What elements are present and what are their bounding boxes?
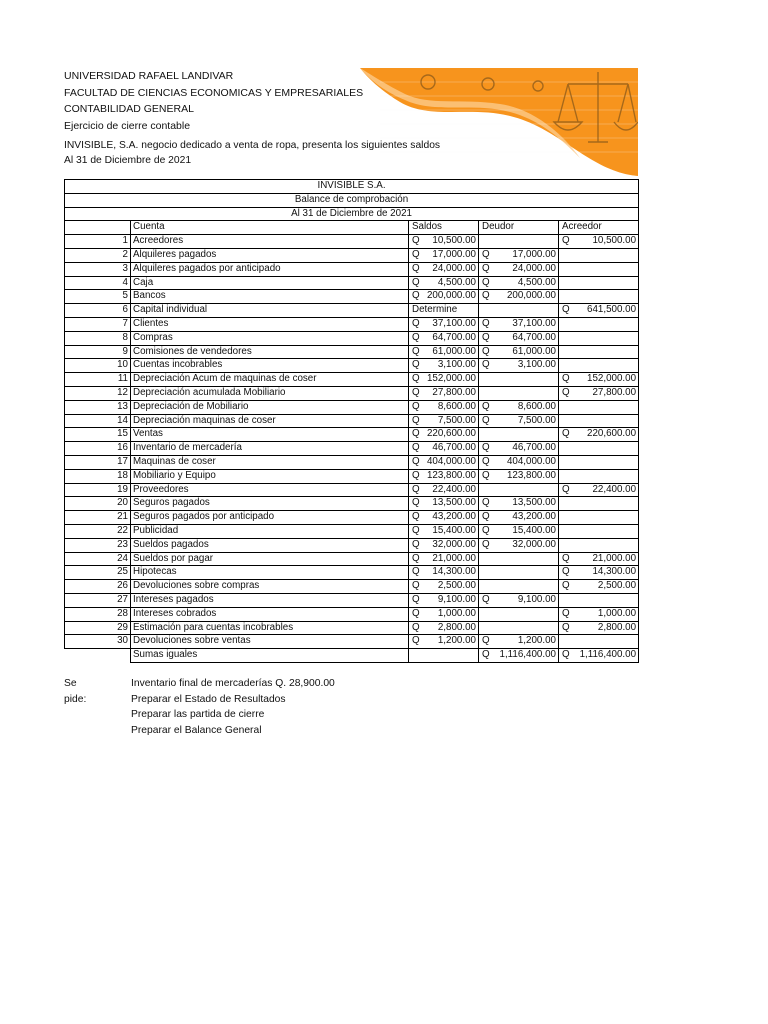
saldo-amount: 13,500.00 [423,497,479,511]
saldo-currency: Q [409,607,423,621]
account-name: Acreedores [131,235,409,249]
deudor-amount: 17,000.00 [493,248,559,262]
table-row [65,428,639,442]
row-number: 29 [65,621,131,635]
saldo-currency: Q [409,262,423,276]
acreedor-amount [573,635,639,649]
deudor-currency [479,607,493,621]
acreedor-amount: 220,600.00 [573,428,639,442]
row-number: 3 [65,262,131,276]
account-name: Sueldos pagados [131,538,409,552]
saldo-currency: Q [409,566,423,580]
saldo-amount: 123,800.00 [423,469,479,483]
acreedor-currency [559,317,573,331]
acreedor-currency [559,511,573,525]
acreedor-amount [573,359,639,373]
totals-row [65,649,639,663]
table-row [65,317,639,331]
acreedor-currency [559,442,573,456]
deudor-amount: 13,500.00 [493,497,559,511]
saldo-amount: 1,000.00 [423,607,479,621]
saldo-amount: 4,500.00 [423,276,479,290]
deudor-amount [493,373,559,387]
totals-deudor-currency: Q [479,649,493,663]
account-name: Clientes [131,317,409,331]
deudor-currency: Q [479,469,493,483]
table-title-date: Al 31 de Diciembre de 2021 [65,207,639,221]
acreedor-amount [573,248,639,262]
saldo-amount: 2,500.00 [423,580,479,594]
saldo-amount: 152,000.00 [423,373,479,387]
deudor-currency: Q [479,455,493,469]
acreedor-amount [573,345,639,359]
saldo-currency: Q [409,580,423,594]
totals-acreedor-currency: Q [559,649,573,663]
saldo-amount: 10,500.00 [423,235,479,249]
acreedor-currency [559,455,573,469]
saldo-currency: Q [409,635,423,649]
account-name: Capital individual [131,304,409,318]
saldo-currency: Q [409,593,423,607]
account-name: Hipotecas [131,566,409,580]
row-number: 22 [65,524,131,538]
acreedor-amount: 14,300.00 [573,566,639,580]
acreedor-amount [573,442,639,456]
saldo-amount: 1,200.00 [423,635,479,649]
account-name: Alquileres pagados [131,248,409,262]
saldo-amount: 15,400.00 [423,524,479,538]
account-name: Devoluciones sobre ventas [131,635,409,649]
deudor-currency: Q [479,593,493,607]
acreedor-amount [573,497,639,511]
table-row [65,262,639,276]
table-title-company: INVISIBLE S.A. [65,180,639,194]
se-pide-item: Preparar el Balance General [131,724,262,736]
se-pide-item: Preparar las partida de cierre [131,709,265,720]
deudor-currency [479,304,493,318]
table-header-row [65,221,639,235]
row-number: 14 [65,414,131,428]
table-row [65,442,639,456]
deudor-amount [493,621,559,635]
account-name: Caja [131,276,409,290]
acreedor-amount: 2,800.00 [573,621,639,635]
deudor-amount: 4,500.00 [493,276,559,290]
deudor-currency [479,621,493,635]
acreedor-amount: 2,500.00 [573,580,639,594]
balance-table [64,179,639,663]
deudor-currency [479,235,493,249]
deudor-amount: 61,000.00 [493,345,559,359]
row-number: 13 [65,400,131,414]
column-header-acreedor: Acreedor [559,221,639,235]
table-row [65,235,639,249]
acreedor-currency [559,345,573,359]
account-name: Depreciación maquinas de coser [131,414,409,428]
row-number: 8 [65,331,131,345]
table-row [65,511,639,525]
table-row [65,359,639,373]
acreedor-currency [559,497,573,511]
deudor-amount: 37,100.00 [493,317,559,331]
deudor-amount: 32,000.00 [493,538,559,552]
column-header-saldos: Saldos [409,221,479,235]
acreedor-currency [559,290,573,304]
deudor-currency: Q [479,524,493,538]
acreedor-currency: Q [559,235,573,249]
acreedor-amount [573,317,639,331]
account-name: Intereses pagados [131,593,409,607]
saldo-amount: 61,000.00 [423,345,479,359]
row-number: 16 [65,442,131,456]
saldo-currency: Q [409,276,423,290]
saldo-currency: Q [409,373,423,387]
acreedor-amount: 22,400.00 [573,483,639,497]
account-name: Comisiones de vendedores [131,345,409,359]
deudor-amount: 7,500.00 [493,414,559,428]
document-header [64,68,363,134]
table-row [65,331,639,345]
table-row [65,483,639,497]
deudor-currency: Q [479,345,493,359]
saldo-currency: Q [409,511,423,525]
deudor-currency [479,552,493,566]
deudor-amount: 15,400.00 [493,524,559,538]
saldo-amount: 17,000.00 [423,248,479,262]
se-pide-item: Inventario final de mercaderías Q. 28,900.00 [131,678,335,689]
se-pide-label: Se pide: [64,678,87,705]
row-number: 5 [65,290,131,304]
saldo-currency: Q [409,400,423,414]
deudor-currency: Q [479,262,493,276]
saldo-currency: Q [409,524,423,538]
row-number: 17 [65,455,131,469]
table-row [65,345,639,359]
deudor-currency: Q [479,359,493,373]
table-row [65,400,639,414]
column-header-cuenta: Cuenta [131,221,409,235]
saldo-amount: 404,000.00 [423,455,479,469]
table-row [65,304,639,318]
table-row [65,635,639,649]
table-row [65,524,639,538]
acreedor-amount [573,276,639,290]
saldo-amount: 2,800.00 [423,621,479,635]
row-number: 15 [65,428,131,442]
row-number: 4 [65,276,131,290]
saldo-currency: Q [409,317,423,331]
totals-acreedor-amount: 1,116,400.00 [573,649,639,663]
deudor-currency: Q [479,331,493,345]
row-number: 23 [65,538,131,552]
course-name: CONTABILIDAD GENERAL [64,103,194,115]
saldo-currency: Q [409,552,423,566]
account-name: Sueldos por pagar [131,552,409,566]
deudor-amount: 46,700.00 [493,442,559,456]
row-number: 25 [65,566,131,580]
acreedor-amount: 10,500.00 [573,235,639,249]
saldo-currency: Q [409,497,423,511]
acreedor-currency [559,538,573,552]
saldo-amount: 220,600.00 [423,428,479,442]
acreedor-currency: Q [559,483,573,497]
intro-text [64,138,440,168]
saldo-amount: 14,300.00 [423,566,479,580]
row-number: 27 [65,593,131,607]
deudor-currency: Q [479,276,493,290]
row-number: 12 [65,386,131,400]
row-number: 2 [65,248,131,262]
acreedor-currency: Q [559,621,573,635]
account-name: Seguros pagados por anticipado [131,511,409,525]
acreedor-currency: Q [559,386,573,400]
account-name: Depreciación de Mobiliario [131,400,409,414]
deudor-currency: Q [479,538,493,552]
row-number: 26 [65,580,131,594]
intro-date: Al 31 de Diciembre de 2021 [64,155,192,166]
saldo-amount: 200,000.00 [423,290,479,304]
deudor-amount: 8,600.00 [493,400,559,414]
acreedor-amount: 641,500.00 [573,304,639,318]
account-name: Publicidad [131,524,409,538]
deudor-currency: Q [479,290,493,304]
column-header-deudor: Deudor [479,221,559,235]
saldo-amount: 21,000.00 [423,552,479,566]
saldo-amount: 27,800.00 [423,386,479,400]
acreedor-amount [573,400,639,414]
saldo-currency: Q [409,442,423,456]
account-name: Seguros pagados [131,497,409,511]
table-row [65,497,639,511]
table-row [65,593,639,607]
saldo-currency: Q [409,235,423,249]
saldo-amount: 37,100.00 [423,317,479,331]
acreedor-currency [559,400,573,414]
deudor-currency: Q [479,497,493,511]
row-number: 10 [65,359,131,373]
deudor-currency: Q [479,414,493,428]
deudor-amount [493,607,559,621]
deudor-currency [479,386,493,400]
table-row [65,580,639,594]
table-title-report: Balance de comprobación [65,193,639,207]
row-number: 9 [65,345,131,359]
saldo-currency: Q [409,414,423,428]
totals-label: Sumas iguales [131,649,409,663]
deudor-amount [493,566,559,580]
acreedor-currency [559,276,573,290]
acreedor-amount [573,511,639,525]
deudor-amount: 64,700.00 [493,331,559,345]
acreedor-amount [573,331,639,345]
acreedor-currency [559,248,573,262]
account-name: Devoluciones sobre compras [131,580,409,594]
acreedor-currency [559,262,573,276]
university-name: UNIVERSIDAD RAFAEL LANDIVAR [64,70,234,82]
saldo-currency: Q [409,290,423,304]
deudor-amount: 123,800.00 [493,469,559,483]
table-row [65,621,639,635]
deudor-amount [493,428,559,442]
totals-saldo-empty [409,649,479,663]
acreedor-currency [559,635,573,649]
row-number: 18 [65,469,131,483]
row-number: 19 [65,483,131,497]
acreedor-currency: Q [559,566,573,580]
totals-deudor-amount: 1,116,400.00 [493,649,559,663]
table-row [65,373,639,387]
acreedor-currency [559,331,573,345]
acreedor-currency: Q [559,428,573,442]
saldo-currency: Q [409,248,423,262]
acreedor-amount [573,469,639,483]
deudor-amount: 43,200.00 [493,511,559,525]
account-name: Depreciación Acum de maquinas de coser [131,373,409,387]
table-row [65,290,639,304]
acreedor-currency: Q [559,304,573,318]
acreedor-currency: Q [559,607,573,621]
acreedor-amount: 21,000.00 [573,552,639,566]
acreedor-amount: 152,000.00 [573,373,639,387]
saldo-amount: 7,500.00 [423,414,479,428]
deudor-currency: Q [479,317,493,331]
acreedor-currency [559,524,573,538]
account-name: Inventario de mercadería [131,442,409,456]
deudor-currency [479,483,493,497]
account-name: Mobiliario y Equipo [131,469,409,483]
table-row [65,248,639,262]
acreedor-amount [573,414,639,428]
deudor-currency: Q [479,248,493,262]
intro-line: INVISIBLE, S.A. negocio dedicado a venta de ropa, presenta los siguientes saldos [64,140,441,151]
row-number: 24 [65,552,131,566]
deudor-amount: 9,100.00 [493,593,559,607]
saldo-currency: Q [409,345,423,359]
account-name: Estimación para cuentas incobrables [131,621,409,635]
acreedor-amount [573,524,639,538]
table-row [65,469,639,483]
acreedor-currency: Q [559,580,573,594]
deudor-amount [493,580,559,594]
account-name: Depreciación acumulada Mobiliario [131,386,409,400]
row-number: 7 [65,317,131,331]
acreedor-amount: 27,800.00 [573,386,639,400]
saldo-amount: 9,100.00 [423,593,479,607]
deudor-currency: Q [479,400,493,414]
saldo-amount: 8,600.00 [423,400,479,414]
acreedor-amount [573,538,639,552]
deudor-amount: 200,000.00 [493,290,559,304]
deudor-currency [479,428,493,442]
row-number: 21 [65,511,131,525]
deudor-amount [493,386,559,400]
deudor-amount: 24,000.00 [493,262,559,276]
deudor-currency [479,566,493,580]
deudor-currency [479,580,493,594]
deudor-amount [493,552,559,566]
account-name: Bancos [131,290,409,304]
deudor-amount: 1,200.00 [493,635,559,649]
deudor-currency: Q [479,511,493,525]
table-row [65,566,639,580]
saldo-note: Determine [409,304,479,318]
saldo-currency: Q [409,331,423,345]
acreedor-currency [559,593,573,607]
row-number: 30 [65,635,131,649]
deudor-amount: 404,000.00 [493,455,559,469]
table-row [65,386,639,400]
account-name: Cuentas incobrables [131,359,409,373]
table-row [65,538,639,552]
table-row [65,455,639,469]
acreedor-currency [559,469,573,483]
table-row [65,607,639,621]
acreedor-amount [573,593,639,607]
row-number: 28 [65,607,131,621]
acreedor-amount [573,262,639,276]
saldo-currency: Q [409,538,423,552]
acreedor-amount [573,455,639,469]
acreedor-currency [559,414,573,428]
table-row [65,414,639,428]
totals-spacer [65,649,131,663]
saldo-currency: Q [409,483,423,497]
row-number: 20 [65,497,131,511]
acreedor-amount: 1,000.00 [573,607,639,621]
account-name: Ventas [131,428,409,442]
saldo-currency: Q [409,455,423,469]
saldo-currency: Q [409,386,423,400]
account-name: Maquinas de coser [131,455,409,469]
faculty-name: FACULTAD DE CIENCIAS ECONOMICAS Y EMPRESARIALES [64,86,364,99]
deudor-amount [493,483,559,497]
deudor-currency: Q [479,635,493,649]
account-name: Compras [131,331,409,345]
acreedor-currency [559,359,573,373]
row-number: 11 [65,373,131,387]
deudor-currency: Q [479,442,493,456]
acreedor-amount [573,290,639,304]
account-name: Proveedores [131,483,409,497]
saldo-currency: Q [409,621,423,635]
table-row [65,276,639,290]
deudor-amount: 3,100.00 [493,359,559,373]
row-number: 6 [65,304,131,318]
saldo-currency: Q [409,469,423,483]
deudor-currency [479,373,493,387]
saldo-currency: Q [409,359,423,373]
deudor-amount [493,235,559,249]
saldo-amount: 43,200.00 [423,511,479,525]
saldo-amount: 24,000.00 [423,262,479,276]
saldo-amount: 46,700.00 [423,442,479,456]
account-name: Alquileres pagados por anticipado [131,262,409,276]
saldo-currency: Q [409,428,423,442]
row-number: 1 [65,235,131,249]
saldo-amount: 32,000.00 [423,538,479,552]
saldo-amount: 3,100.00 [423,359,479,373]
deudor-amount [493,304,559,318]
exercise-title: Ejercicio de cierre contable [64,119,191,132]
table-row [65,552,639,566]
saldo-amount: 22,400.00 [423,483,479,497]
saldo-amount: 64,700.00 [423,331,479,345]
acreedor-currency: Q [559,552,573,566]
se-pide-item: Preparar el Estado de Resultados [131,693,286,705]
acreedor-currency: Q [559,373,573,387]
account-name: Intereses cobrados [131,607,409,621]
